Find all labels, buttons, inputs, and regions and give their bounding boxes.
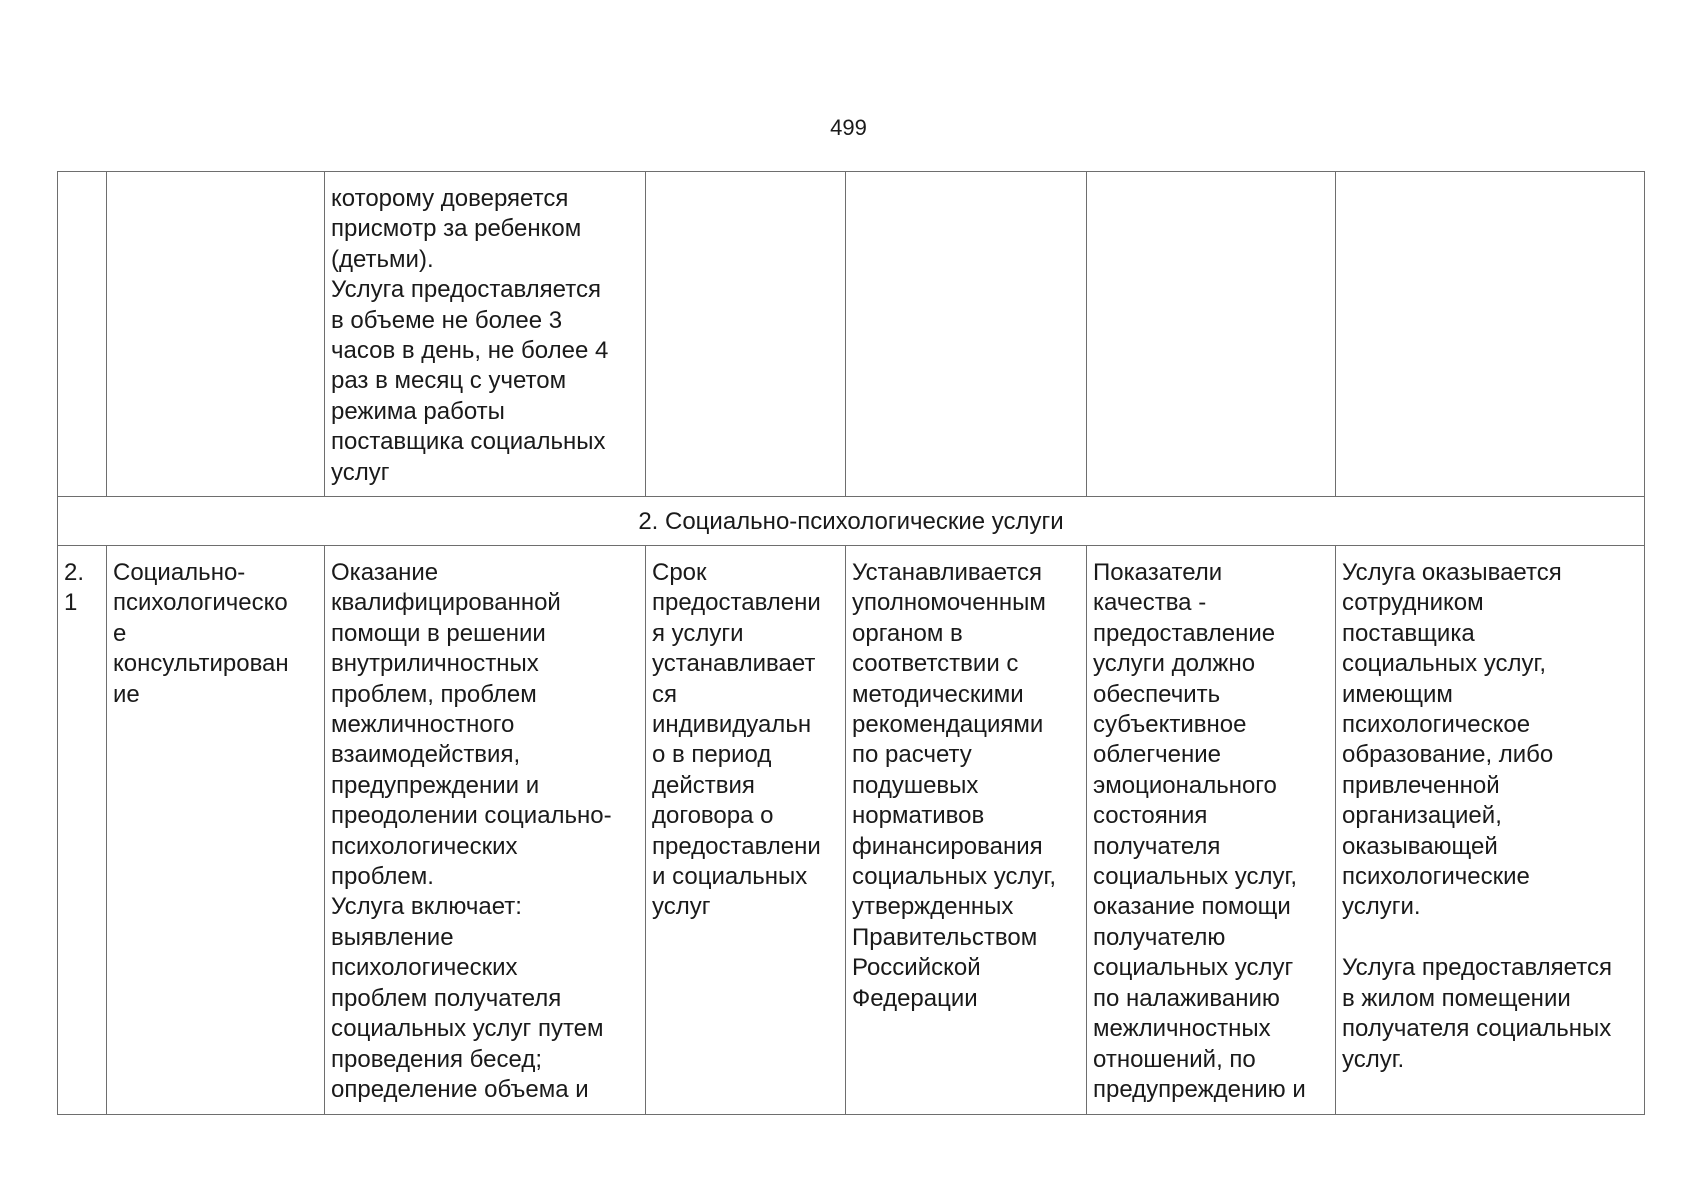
table-row-section <box>58 497 1645 546</box>
cell-service-name <box>107 172 325 497</box>
cell-service-description: Оказание квалифицированной помощи в решении внутриличностных проблем, проблем межличностного взаимодействия, предупреждении и преодолении социально- психологических проблем. Услуга включает: выявление психологических проблем получателя социальных услуг путем проведения бесед; определение объема и <box>325 546 646 1115</box>
cell-number: 2. 1 <box>58 546 107 1115</box>
cell-service-name: Социально- психологическо е консультирован ие <box>107 546 325 1115</box>
cell-conditions: Услуга оказывается сотрудником поставщика социальных услуг, имеющим психологическое образование, либо привлеченной организацией, оказывающей психологические услуги. Услуга предоставляется в жилом помещении получателя социальных услуг. <box>1336 546 1645 1115</box>
cell-conditions <box>1336 172 1645 497</box>
table-row-continuation <box>58 172 1645 497</box>
cell-norm <box>846 172 1087 497</box>
cell-norm: Устанавливается уполномоченным органом в соответствии с методическими рекомендациями по расчету подушевых нормативов финансирования социальных услуг, утвержденных Правительством Российской Федерации <box>846 546 1087 1115</box>
cell-service-term: Срок предоставлени я услуги устанавливает ся индивидуальн о в период действия договора о предоставлени и социальных услуг <box>646 546 846 1115</box>
cell-service-term <box>646 172 846 497</box>
cell-quality-indicators <box>1087 172 1336 497</box>
section-header: 2. Социально-психологические услуги <box>58 497 1645 546</box>
cell-number <box>58 172 107 497</box>
table-row-service <box>58 546 1645 1115</box>
page-number: 499 <box>830 115 867 140</box>
cell-quality-indicators: Показатели качества - предоставление услуги должно обеспечить субъективное облегчение эмоционального состояния получателя социальных услуг, оказание помощи получателю социальных услуг по налаживанию межличностных отношений, по предупреждению и <box>1087 546 1336 1115</box>
services-table <box>57 171 1645 1115</box>
cell-service-description: которому доверяется присмотр за ребенком (детьми). Услуга предоставляется в объеме не более 3 часов в день, не более 4 раз в месяц с учетом режима работы поставщика социальных услуг <box>325 172 646 497</box>
